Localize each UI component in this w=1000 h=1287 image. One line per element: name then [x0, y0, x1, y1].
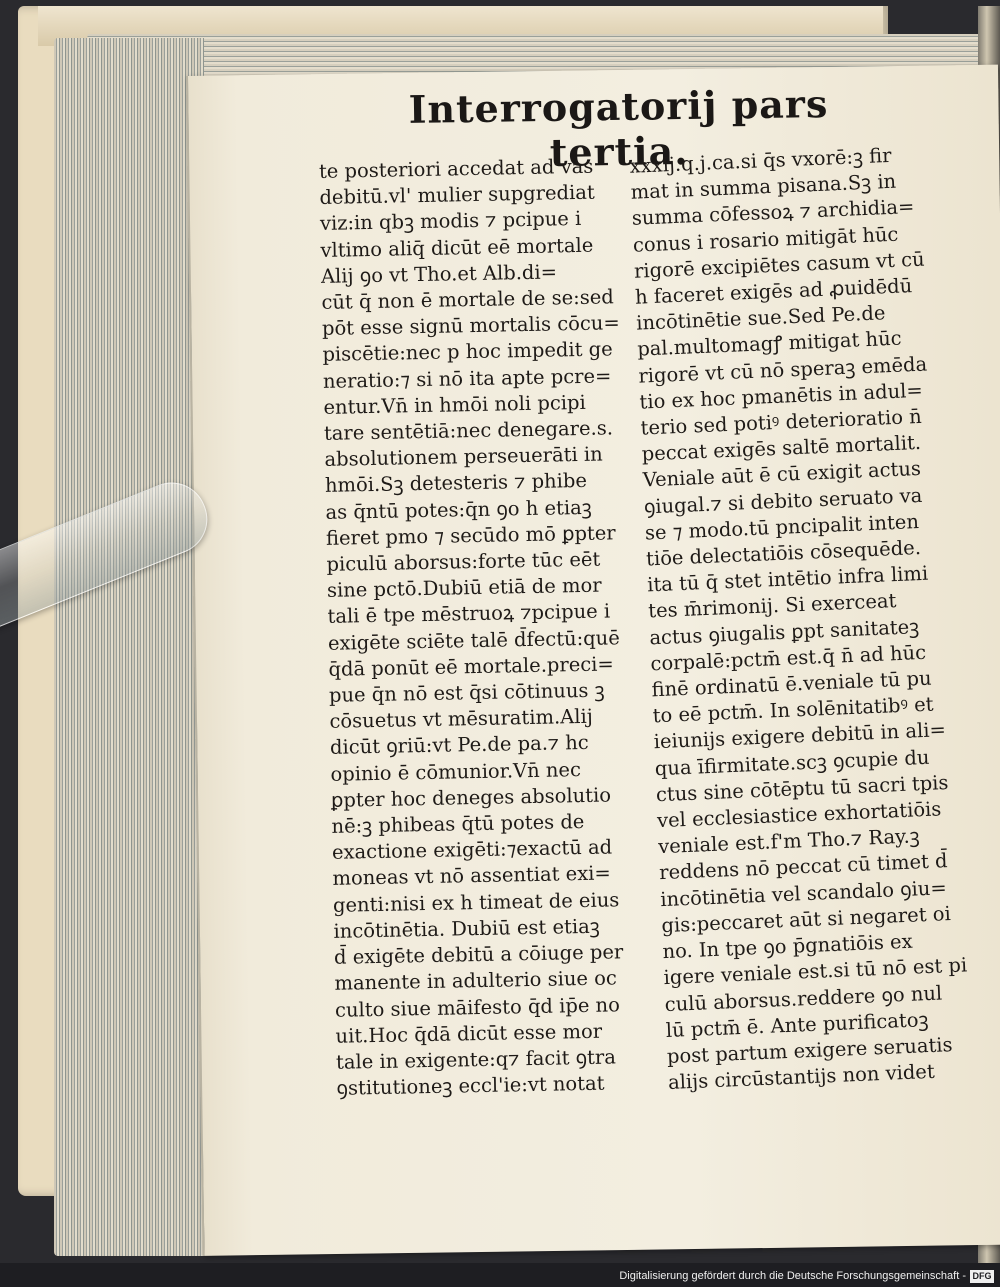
text-line: pōt esse signū mortalis cōcu= [321, 311, 620, 341]
text-line: Alij ꝯo vt Tho.et Alb.di= [320, 260, 558, 288]
text-line: entur.Vn̄ in hmōi noli pcipi [323, 390, 586, 419]
text-line: ꝯiugal.⁊ si debito seruato va [643, 483, 923, 519]
text-line: actus ꝯiugalis ꝑpt sanitateꝫ [648, 614, 920, 650]
book [18, 6, 1000, 1268]
text-line: tes m̄rimonij. Si exerceat [647, 589, 897, 623]
text-line: hmōi.Sꝫ detesteris ⁊ phibe [324, 469, 588, 498]
text-line: reddens nō peccat cū timet d̄ [658, 849, 948, 885]
page-heading: Interrogatorij pars tertia. [408, 81, 829, 175]
footer-bar [0, 1263, 1000, 1287]
text-line: rigorē vt cū nō speraꝫ emēda [637, 352, 928, 388]
text-line: debitū.vl' mulier supgrediat [319, 180, 595, 210]
text-line: neratio:⁊ si nō ita apte pcre= [322, 364, 612, 393]
text-line: absolutionem perseuerāti in [324, 442, 603, 472]
text-line: xxxij.q.j.ca.si q̄s vxorē:ꝫ fir [629, 143, 892, 178]
page-side-edges [54, 38, 204, 1256]
text-line: no. In tpe ꝯo p̄gnatiōis ex [662, 929, 914, 964]
text-line: to eē pctm̄. In solēnitatibꝰ et [652, 692, 934, 728]
text-line: exactione exigēti:⁊exactū ad [331, 835, 613, 865]
text-line: nē:ꝫ phibeas q̄tū potes de [331, 810, 585, 838]
dfg-logo: DFG [970, 1270, 994, 1283]
text-line: cūt q̄ non ē mortale de se:sed [321, 285, 614, 314]
text-line: qua īfirmitate.scꝫ ꝯcupie du [654, 745, 930, 780]
text-line: sine pctō.Dubiū etiā de mor [326, 573, 602, 603]
text-line: lū pctm̄ ē. Ante purificatoꝫ [665, 1007, 929, 1042]
text-line: culū aborsus.reddere ꝯo nul [664, 980, 943, 1016]
text-line: fieret pmo ⁊ secūdo mō ꝑpter [325, 521, 616, 550]
text-line: tio ex hoc pmanētis in adul= [639, 378, 924, 414]
funding-credit: Digitalisierung gefördert durch die Deutsche Forschungsgemeinschaft - [619, 1270, 966, 1282]
text-line: viz:in qbꝫ modis ⁊ pcipue i [319, 207, 582, 236]
text-line: exigēte sciēte talē d̄fectū:quē [327, 625, 620, 655]
text-line: cōsuetus vt mēsuratim.Alij [329, 705, 594, 734]
text-line: te posteriori accedat ad vas [318, 154, 594, 183]
text-line: Veniale aūt ē cū exigit actus [642, 457, 922, 492]
text-line: dicūt ꝯriū:vt Pe.de pa.⁊ hc [329, 731, 589, 760]
text-line: tali ē tpe mēstruoꝝ ⁊pcipue i [327, 599, 611, 629]
text-line: finē ordinatū ē.veniale tū pu [651, 666, 933, 702]
text-line: gis:peccaret aūt si negaret oi [660, 901, 952, 938]
text-line: se ⁊ modo.tū pncipalit inten [644, 509, 920, 545]
text-line: tiōe delectatiōis cōsequēde. [645, 536, 922, 571]
text-line: q̄dā ponūt eē mortale.preci= [328, 652, 614, 681]
text-line: vel ecclesiastice exhortatiōis [656, 797, 942, 833]
text-line: corpalē:pctm̄ est.q̄ n̄ ad hūc [650, 640, 927, 676]
text-line: incōtinētie sue.Sed Pe.de [635, 301, 886, 335]
text-line: opinio ē cōmunior.Vn̄ nec [330, 757, 582, 786]
text-line: post partum exigere seruatis [666, 1032, 953, 1068]
right-text-column [629, 141, 973, 1096]
text-line: peccat exigēs saltē mortalit. [641, 431, 922, 466]
text-line: culto siue māifesto q̄d ip̄e no [334, 992, 621, 1022]
text-line: ctus sine cōtēptu tū sacri tpis [655, 770, 949, 807]
text-line: mat in summa pisana.Sꝫ in [630, 169, 897, 204]
text-line: moneas vt nō assentiat exi= [332, 861, 611, 891]
text-line: ita tū q̄ stet intētio infra limi [646, 561, 929, 597]
text-line: ieiunijs exigere debitū in ali= [653, 718, 947, 754]
text-line: piculū aborsus:forte tūc eēt [326, 547, 601, 576]
text-line: tare sentētiā:nec denegare.s. [323, 416, 614, 445]
text-line: rigorē excipiētes casum vt cū [633, 247, 925, 283]
text-line: h faceret exigēs ad ꝓuidēdū [634, 274, 913, 309]
text-line: terio sed potiꝰ deterioratio n̄ [640, 404, 923, 440]
text-line: tale in exigente:q⁊ facit ꝯtra [335, 1045, 617, 1074]
text-line: uit.Hoc q̄dā dicūt esse mor [335, 1019, 603, 1048]
text-line: vltimo aliq̄ dicūt eē mortale [320, 233, 594, 262]
text-line: summa cōfessoꝝ ⁊ archidia= [631, 195, 915, 231]
printed-page [186, 65, 1000, 1256]
text-line: alijs circūstantijs non videt [667, 1059, 936, 1095]
text-line: ꝑpter hoc deneges absolutio [330, 783, 612, 812]
text-line: igere veniale est.si tū nō est pi [663, 953, 968, 990]
text-line: conus i rosario mitigāt hūc [632, 222, 899, 257]
text-line: piscētie:nec p hoc impedit ge [322, 337, 613, 367]
text-line: incōtinētia. Dubiū est etiaꝫ [333, 914, 600, 943]
text-line: ꝯstitutioneꝫ eccl'ie:vt notat [336, 1071, 605, 1100]
left-text-column [319, 153, 642, 1102]
text-line: genti:nisi ex h timeat de eius [332, 888, 620, 917]
text-line: pue q̄n nō est q̄si cōtinuus ꝫ [328, 678, 605, 707]
text-line: as q̄ntū potes:q̄n ꝯo h etiaꝫ [325, 495, 592, 524]
text-line: veniale est.f'm Tho.⁊ Ray.ꝫ [657, 824, 921, 859]
text-line: manente in adulterio siue oc [334, 966, 618, 996]
text-line: d̄ exigēte debitū a cōiuge per [333, 940, 624, 969]
text-line: incōtinētia vel scandalo ꝯiu= [659, 875, 948, 911]
text-line: pal.multomagꝭ mitigat hūc [636, 327, 903, 362]
